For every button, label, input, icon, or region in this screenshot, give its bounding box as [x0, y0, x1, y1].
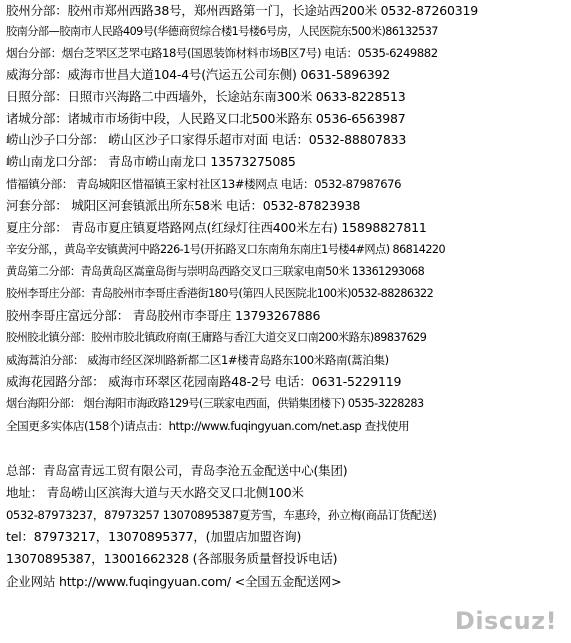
branch-line-xifuzhen: 惜福镇分部： 青岛城阳区惜福镇王家村社区13#楼网点 电话：0532-87987676 — [6, 177, 402, 191]
branch-line-hetao: 河套分部： 城阳区河套镇派出所东58米 电话：0532-87823938 — [6, 198, 361, 213]
headquarters-line: 总部：青岛富青远工贸有限公司，青岛李沧五金配送中心(集团) — [6, 463, 348, 478]
discuz-watermark: Discuz! — [454, 607, 558, 635]
branch-line-laoshan-nanlongkou: 崂山南龙口分部： 青岛市崂山南龙口 13573275085 — [6, 154, 296, 169]
branch-line-weihai-haobo: 威海蒿泊分部： 威海市经区深圳路新都二区1#楼青岛路东100米路南(蒿泊集) — [6, 353, 389, 367]
branch-line-weihai-huayuanlu: 威海花园路分部： 威海市环翠区花园南路48-2号 电话：0631-5229119 — [6, 374, 402, 389]
branch-line-rizhao: 日照分部：日照市兴海路二中西墙外，长途站东南300米 0633-8228513 — [6, 89, 406, 104]
order-phone-line: 0532-87973237，87973257 13070895387夏芳雪，车惠玲，孙立梅(商品订货配送) — [6, 508, 437, 522]
franchise-phone-line: tel：87973217，13070895377，(加盟店加盟咨询) — [6, 529, 302, 544]
branch-line-jiaozhou-ligezhuang-fuyuan: 胶州李哥庄富远分部： 青岛胶州市李哥庄 13793267886 — [6, 308, 321, 323]
website-line: 企业网站 http://www.fuqingyuan.com/ <全国五金配送网> — [6, 574, 342, 589]
more-stores-link-line: 全国更多实体店(158个)请点击：http://www.fuqingyuan.com/net.asp 查找使用 — [6, 419, 410, 433]
branch-line-jiaonan: 胶南分部—胶南市人民路409号(华德商贸综合楼1号楼6号房，人民医院东500米)86132537 — [6, 25, 438, 38]
branch-line-yantai: 烟台分部：烟台芝罘区芝罘屯路18号(国恩装饰材料市场B区7号) 电话：0535-6249882 — [6, 46, 438, 60]
branch-line-yantai-haiyang: 烟台海阳分部： 烟台海阳市海政路129号(三联家电西面，供销集团楼下) 0535-3228283 — [6, 397, 424, 410]
complaint-phone-line: 13070895387，13001662328 (各部服务质量督投诉电话) — [6, 551, 338, 566]
branch-line-jiaozhou: 胶州分部：胶州市郑州西路38号，郑州西路第一门，长途站西200米 0532-87260319 — [6, 3, 478, 18]
branch-line-xiazhuang: 夏庄分部： 青岛市夏庄镇夏塔路网点(红绿灯往西400米左右) 15898827811 — [6, 220, 427, 235]
branch-line-weihai: 威海分部：威海市世昌大道104-4号(汽运五公司东侧) 0631-5896392 — [6, 67, 391, 82]
branch-line-zhucheng: 诸城分部：诸城市市场街中段，人民路叉口北500米路东 0536-6563987 — [6, 111, 406, 126]
branch-line-xinan: 辛安分部，，黄岛辛安镇黄河中路226-1号(开拓路叉口东南角东南庄1号楼4#网点) 86814220 — [6, 243, 446, 256]
branch-line-huangdao-second: 黄岛第二分部：青岛黄岛区嵩童岛街与崇明岛西路交叉口三联家电南50米 13361293068 — [6, 265, 425, 278]
branch-line-laoshan-shazikou: 崂山沙子口分部： 崂山区沙子口家得乐超市对面 电话：0532-88807833 — [6, 132, 407, 147]
branch-line-jiaozhou-jiaobei: 胶州胶北镇分部：胶州市胶北镇政府南(王庸路与香江大道交叉口南200米路东)89837629 — [6, 331, 427, 344]
branch-line-jiaozhou-ligezhuang: 胶州李哥庄分部：青岛胶州市李哥庄香港街180号(第四人民医院北100米)0532-88286322 — [6, 287, 434, 300]
address-line: 地址： 青岛崂山区滨海大道与天水路交叉口北侧100米 — [6, 485, 304, 500]
